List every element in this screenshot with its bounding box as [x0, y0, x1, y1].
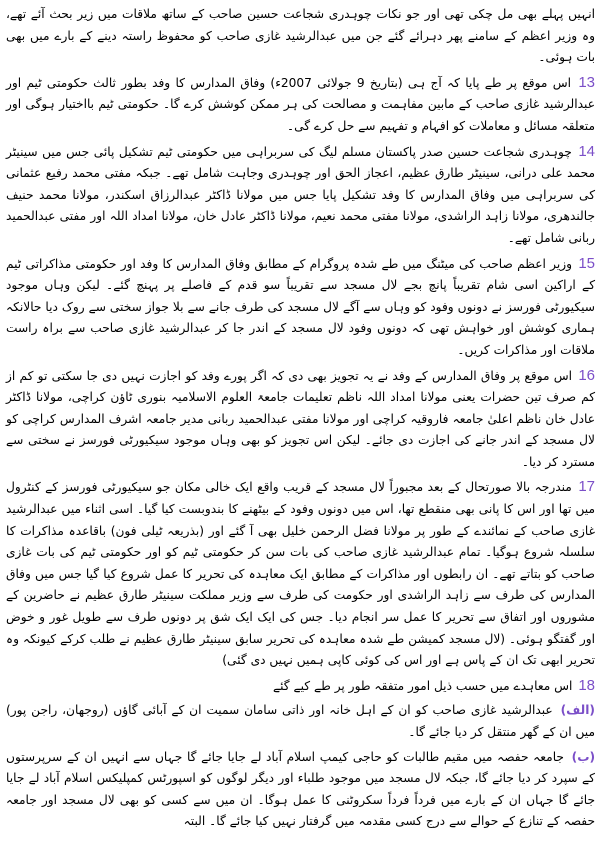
- paragraph-number: 13: [578, 73, 595, 91]
- paragraph-13: [6, 72, 595, 138]
- paragraph-number: 18: [578, 676, 595, 694]
- paragraph-text: اس موقع پر طے پایا کہ آج ہی (بتاریخ 9 جولائی 2007ء) وفاق المدارس کا وفد بطور ثالث حکومتی ٹیم اور عبدالرشید غازی صاحب کے مابین مفاہمت و مصالحت کی ہر ممکن کوشش کرے گا۔ حکومتی ٹیم بااختیار ہوگی اور متعلقہ مسائل و معاملات کو افہام و تفہیم سے حل کرے گی۔: [6, 75, 595, 133]
- paragraph-text: چوہدری شجاعت حسین صدر پاکستان مسلم لیگ کی سربراہی میں حکومتی ٹیم تشکیل پائی جس میں سینیٹر محمد علی درانی، سینیٹر طارق عظیم، اعجاز الحق اور چوہدری وجاہت شامل تھے۔ جبکہ مفتی محمد رفیع عثمانی کی سربراہی میں وفاق المدارس کا وفد تشکیل پایا جس میں مولانا ڈاکٹر عبدالرزاق اسکندر، مولانا محمد حنیف جالندھری، مولانا زاہد الراشدی، مولانا مفتی محمد نعیم، مولانا ڈاکٹر عادل خان، مولانا امداد اللہ اور مفتی عبدالحمید ربانی شامل تھے۔: [6, 144, 595, 245]
- paragraph-18-bay: [6, 747, 595, 833]
- paragraph-number: 17: [578, 478, 595, 496]
- paragraph-17: [6, 476, 595, 671]
- paragraph-number: 14: [578, 142, 595, 160]
- paragraph-text: اس موقع پر وفاق المدارس کے وفد نے یہ تجویز بھی دی کہ اگر پورے وفد کو اجازت نہیں دی جا سکتی تو کم از کم صرف تین حضرات یعنی مولانا امداد اللہ ناظم تعلیمات جامعۃ العلوم الاسلامیہ بنوری ٹاؤن کراچی، مولانا ڈاکٹر عادل خان ناظم اعلیٰ جامعہ فاروقیہ کراچی اور مولانا مفتی عبدالحمید ربانی مدیر جامعہ اشرف المدارس کراچی کو لال مسجد کے اندر جانے کی اجازت دی جائے۔ لیکن اس تجویز کو بھی وہاں موجود سیکیورٹی فورسز نے سختی سے مسترد کر دیا۔: [6, 368, 595, 469]
- paragraph-text: انہیں پہلے بھی مل چکی تھی اور جو نکات چوہدری شجاعت حسین صاحب کے ساتھ ملاقات میں زیر بحث آئے تھے، وہ وزیر اعظم کے سامنے پھر دہرائے گئے جن میں عبدالرشید غازی صاحب کو محفوظ راستہ دینے کے بارے میں بھی بات ہوئی۔: [6, 7, 595, 65]
- paragraph-18: [6, 675, 595, 698]
- paragraph-text: جامعہ حفصہ میں مقیم طالبات کو حاجی کیمپ اسلام آباد لے جایا جائے گا جہاں سے انہیں ان کے سرپرستوں کے سپرد کر دیا جائے گا، جبکہ لال مسجد میں موجود طلباء اور دیگر لوگوں کو اسپورٹس کمپلیکس اسلام آباد لے جایا جائے گا جہاں ان کے بارے میں فرداً فرداً سکروٹنی کا عمل ہوگا۔ ان میں سے کسی کو بھی لال مسجد اور جامعہ حفصہ کے تنازع کے حوالے سے درج کسی مقدمہ میں گرفتار نہیں کیا جائے گا۔ البتہ: [6, 749, 595, 829]
- paragraph-18-alif: [6, 700, 595, 743]
- sub-item-label: (ب): [571, 749, 596, 764]
- paragraph-text: عبدالرشید غازی صاحب کو ان کے اہل خانہ اور ذاتی سامان سمیت ان کے آبائی گاؤں (روجھان، راجن پور) میں ان کے گھر منتقل کر دیا جائے گا۔: [6, 703, 595, 739]
- paragraph-number: 15: [578, 254, 596, 272]
- paragraph-16: [6, 365, 595, 474]
- paragraph-text: وزیر اعظم صاحب کی میٹنگ میں طے شدہ پروگرام کے مطابق وفاق المدارس کا وفد اور حکومتی مذاکراتی ٹیم کے اراکین اسی شام تقریباً پانچ بجے لال مسجد سے تقریباً سو قدم کے فاصلے پر پہنچ گئے۔ لیکن وہاں موجود سیکیورٹی فورسز نے دونوں وفود کو وہاں سے آگے لال مسجد کی طرف جانے سے بلا جواز سختی سے روک دیا حالانکہ ہماری کوشش اور خواہش تھی کہ دونوں وفود لال مسجد کے اندر جا کر عبدالرشید غازی صاحب سے براہ راست ملاقات اور مذاکرات کریں۔: [6, 256, 595, 357]
- sub-item-label: (الف): [560, 703, 595, 718]
- paragraph-number: 16: [578, 366, 595, 384]
- paragraph-text: مندرجہ بالا صورتحال کے بعد مجبوراً لال مسجد کے قریب واقع ایک خالی مکان جو سیکیورٹی فورسز کے کنٹرول میں تھا اور اس کا پانی بھی منقطع تھا، اس میں دونوں وفود کے بیٹھنے کا بندوبست کیا گیا۔ اسی اثناء میں عبدالرشید غازی صاحب کے نمائندے کے طور پر مولانا فضل الرحمن خلیل بھی آ گئے اور (بذریعہ ٹیلی فون) باقاعدہ مذاکرات کا سلسلہ شروع ہوگیا۔ تمام عبدالرشید غازی صاحب کی بات سن کر حکومتی ٹیم کو اور حکومتی ٹیم کی بات غازی صاحب کو بتاتے تھے۔ ان رابطوں اور مذاکرات کے مطابق ایک معاہدہ کی تحریر کا عمل شروع کیا گیا جس میں وفاق المدارس کی طرف سے زاہد الراشدی اور حکومت کی طرف سے وزیر مملکت سینیٹر طارق عظیم نے حاضرین کے مشوروں اور اتفاق سے تحریر کا عمل سر انجام دیا۔ جس کی ایک ایک شق پر دونوں طرف سے طویل غور و خوض اور گفتگو ہوئی۔ (لال مسجد کمیشن طے شدہ معاہدہ کی تحریر سابق سینیٹر طارق عظیم نے طلب کرکے کیونکہ وہ تحریر ابھی تک ان کے پاس ہے اور اس کی کوئی کاپی ہمیں نہیں دی گئی): [6, 480, 595, 668]
- paragraph-14: [6, 141, 595, 250]
- paragraph-15: [6, 253, 595, 362]
- paragraph-text: اس معاہدے میں حسب ذیل امور متفقہ طور پر طے کیے گئے: [272, 678, 573, 693]
- paragraph-12-continued: [6, 4, 595, 69]
